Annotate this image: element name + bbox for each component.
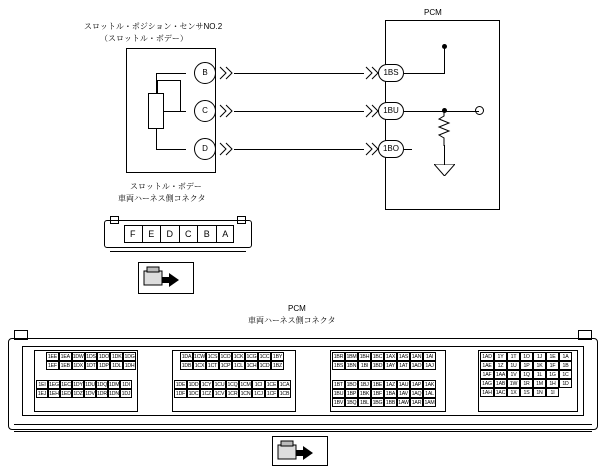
pin-cell: 1AN [411,354,422,360]
pin-cell: 1I [546,388,559,397]
pin-cell: 1DR [97,391,107,397]
pin-cell: 1BZ [271,361,284,370]
pin-row [480,370,576,379]
pin-cell: 1CJ [252,389,265,398]
pin-cell: 1BS [333,363,344,369]
pcm-node-dot-top [442,44,447,49]
pin-cell: 1CD [259,363,270,369]
pin-cell: 1CW [194,354,205,360]
pin-cell: 1DN [109,391,119,397]
pin-cell: 1CY [201,382,212,388]
pin-row [480,388,576,397]
pin-row [180,352,294,361]
pin-cell: 1CP [220,363,231,369]
pin-cell: 1DG [124,354,135,360]
pin-cell: 1AC [495,390,506,396]
pcm-open-terminal [475,106,484,115]
pin-cell: 1X [507,388,520,397]
pin-cell: 1S [520,388,533,397]
pin-cell: 1CT [207,363,218,369]
pin-cell: 1J [533,352,546,361]
pin-cell: 1L [533,370,546,379]
pin-cell: 1AQ [411,391,422,397]
pin-cell: 1BM [346,354,357,360]
pin-cell: 1EI [36,380,48,389]
pin-cell: 1BV [333,400,344,406]
pin-cell: 1BO [346,382,357,388]
pcm-wire-1bs-up [444,46,445,74]
pin-row [36,389,136,398]
pin-cell: 1BU [333,391,344,397]
harness-wire-c [234,111,364,112]
pin-cell: 1AG [480,379,494,388]
pin-cell: 1CO [220,354,231,360]
pin-cell: 1O [520,352,533,361]
pin-cell: 1DU [85,382,95,388]
pin-cell: 1BH [359,354,370,360]
pin-cell: 1F [546,361,559,370]
pin-cell: 1CS [207,354,218,360]
pin-cell: 1Y [494,352,507,361]
pin-cell: 1CL [232,361,245,370]
pin-cell: 1BA [385,391,396,397]
pin-cell: 1CM [240,382,251,388]
pin-cell: 1AH [480,388,494,397]
pin-cell: 1DX [73,363,83,369]
pin-cell: 1EJ [37,391,47,397]
pin-cell: 1CH [246,363,257,369]
sensor-pin-b: B [194,62,216,84]
pin-cell: 1AK [424,382,435,388]
pin-cell: 1CV [214,391,225,397]
pin-cell: 1AE [480,361,494,370]
pin-cell: 1AS [398,354,409,360]
pin-row [480,379,576,388]
pin-cell: 1BD [372,363,383,369]
pin-cell: 1DP [99,363,109,369]
pin-row [480,361,576,370]
pin-cell: 1CX [194,363,205,369]
pin-cell: 1Q [520,370,533,379]
pin-cell: 1BL [358,398,371,407]
sensor-wire-b-down [156,73,157,93]
pin-cell: 1AR [411,400,422,406]
pin-cell: 1AX [385,354,396,360]
pin-cell: 1AD [480,352,494,361]
pin-cell: 1CG [246,354,257,360]
throttle-pin-f: F [124,225,143,243]
pcm-pin-group-3 [330,350,446,412]
pin-cell: 1DZ [73,391,83,397]
pin-cell: 1AZ [384,380,397,389]
pin-cell: 1BK [359,391,370,397]
pin-cell: 1CU [214,382,225,388]
pin-cell: 1CI [252,380,265,389]
pin-cell: 1AM [424,400,435,406]
sensor-element [148,93,164,129]
pin-cell: 1BN [346,363,357,369]
pin-cell: 1BP [346,391,357,397]
pin-cell: 1CN [240,391,251,397]
pin-cell: 1AO [411,363,422,369]
pin-cell: 1B [559,361,572,370]
pin-cell: 1EH [49,391,59,397]
pcm-pin-group-4 [478,350,578,412]
pin-cell: 1K [533,361,546,370]
pin-cell: 1EC [61,382,71,388]
pin-cell: 1AA [495,372,506,378]
pin-cell: 1AJ [423,361,436,370]
pcm-pin-1bo: 1BO [378,140,404,158]
sensor-title: スロットル・ポジション・センサNO.2 [84,22,223,31]
pin-row [180,361,294,370]
pcm-ground-wire [444,145,445,165]
pin-cell: 1DQ [97,382,108,388]
connector-thumbnail-upper [138,262,194,294]
pin-cell: 1AW [398,400,409,406]
pin-cell: 1AY [384,361,397,370]
pin-row [174,389,294,398]
pin-row [332,380,444,389]
pin-cell: 1DD [188,382,199,388]
sensor-wire-d-down [156,129,157,150]
connector-arrow-c-left [218,104,234,118]
sensor-wire-b-internal [156,73,186,74]
connector-arrow-d-left [218,142,234,156]
pin-cell: 1CB [279,391,290,397]
pin-cell: 1CQ [227,382,238,388]
pin-cell: 1DE [175,382,186,388]
pin-cell: 1EE [47,354,58,360]
pin-cell: 1V [507,370,520,379]
pin-cell: 1AI [423,352,436,361]
pin-cell: 1BF [371,389,384,398]
pin-cell: 1BE [372,382,383,388]
pin-cell: 1Z [494,361,507,370]
pin-row [332,389,444,398]
pin-cell: 1D [559,379,572,388]
pcm-connector-base [14,424,592,432]
pin-cell: 1BC [372,354,383,360]
pin-cell: 1G [546,370,559,379]
pin-cell: 1AU [398,382,409,388]
pin-cell: 1CK [233,354,244,360]
pin-cell: 1T [507,352,520,361]
pin-cell: 1BT [332,380,345,389]
pcm-conn-label-1: PCM [288,304,306,313]
pin-cell: 1DV [85,391,95,397]
pin-cell: 1CF [266,391,277,397]
throttle-pin-a: A [222,229,229,239]
pin-cell: 1DT [86,363,96,369]
pin-cell: 1CA [279,382,290,388]
pin-cell: 1AL [423,389,436,398]
pcm-connector-tab-right [578,330,592,340]
pin-cell: 1BI [358,361,371,370]
pcm-pin-1bs: 1BS [378,64,404,82]
pin-cell: 1DM [109,382,120,388]
throttle-pin-b: B [198,225,217,243]
pin-cell: 1EA [60,354,70,360]
pin-cell: 1A [559,352,572,361]
pin-cell: 1EB [60,363,70,369]
pin-cell: 1CC [259,354,270,360]
pin-cell: 1DL [112,363,122,369]
connector-thumbnail-lower [272,436,328,466]
pin-cell: 1EG [49,382,59,388]
ground-icon [434,164,455,176]
pcm-title: PCM [424,8,442,17]
pcm-resistor [436,112,452,146]
pin-cell: 1DW [72,354,84,360]
pin-cell: 1C [559,370,572,379]
pin-cell: 1DK [111,354,122,360]
pin-cell: 1N [533,388,546,397]
pin-row [36,380,136,389]
harness-wire-d [234,149,364,150]
pin-row [46,352,136,361]
pin-cell: 1R [520,379,533,388]
pin-row [480,352,576,361]
pin-row [332,361,444,370]
pin-row [332,398,444,407]
pin-cell: 1EF [47,363,57,369]
connector-arrow-b-left [218,66,234,80]
pin-cell: 1DY [73,382,83,388]
pin-cell: 1DI [120,380,132,389]
pin-cell: 1DB [181,363,192,369]
pin-cell: 1M [533,379,546,388]
pin-cell: 1U [507,361,520,370]
throttle-connector [104,216,252,252]
pin-cell: 1CZ [201,391,212,397]
pcm-pin-1bu: 1BU [378,102,404,120]
throttle-conn-label-2: 車両ハーネス側コネクタ [118,194,206,203]
pin-cell: 1AV [397,389,410,398]
throttle-conn-label-1: スロットル・ボデー [130,182,202,191]
throttle-pin-e: E [143,225,162,243]
pcm-wire-1bo [404,149,412,150]
sensor-subtitle: （スロットル・ボデー） [100,34,188,43]
pin-cell: 1DH [124,363,135,369]
pcm-pin-group-1 [34,350,138,412]
pcm-pin-group-2 [172,350,296,412]
pin-cell: 1BJ [358,380,371,389]
pin-cell: 1DO [98,354,109,360]
throttle-pin-d: D [161,225,180,243]
pcm-connector-tab-left [14,330,28,340]
sensor-wire-c-internal [164,111,186,112]
pin-cell: 1DC [188,391,199,397]
pin-cell: 1CR [227,391,238,397]
pin-cell: 1BR [333,354,344,360]
pcm-conn-label-2: 車両ハーネス側コネクタ [248,316,336,325]
pin-row [332,352,444,361]
pin-cell: 1DA [181,354,192,360]
pin-cell: 1W [507,379,520,388]
pin-cell: 1H [546,379,559,388]
pin-cell: 1AB [495,381,506,387]
sensor-internal-wire-top [156,80,180,81]
pin-cell: 1BG [372,400,383,406]
pin-row [46,361,136,370]
pin-cell: 1CE [266,382,277,388]
pin-cell: 1AT [397,361,410,370]
pin-cell: 1DJ [121,391,131,397]
pin-cell: 1DF [175,391,186,397]
pin-cell: 1P [520,361,533,370]
pin-cell: 1BB [385,400,396,406]
sensor-pin-d: D [194,138,216,160]
pin-cell: 1BQ [346,400,357,406]
pin-cell: 1E [546,352,559,361]
pin-cell: 1ED [61,391,71,397]
sensor-wire-d-internal [156,149,186,150]
sensor-internal-wire-right [180,80,181,111]
pin-row [174,380,294,389]
pin-cell: 1AF [480,370,494,379]
throttle-pin-c: C [180,225,199,243]
pin-cell: 1DS [86,354,96,360]
pin-cell: 1AP [411,382,422,388]
sensor-pin-c: C [194,100,216,122]
harness-wire-b [234,73,364,74]
pin-cell: 1BY [272,354,283,360]
pcm-wire-1bs [404,73,444,74]
